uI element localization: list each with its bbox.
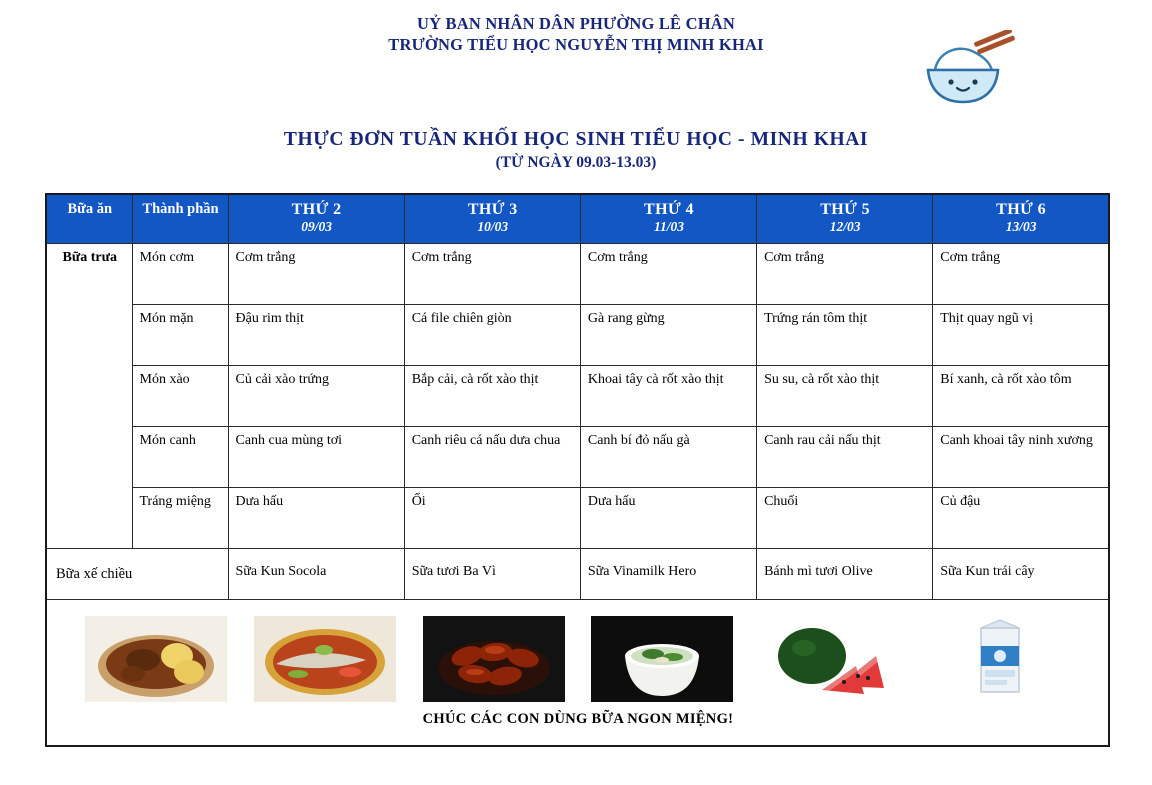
- braised-tofu-meat-photo: [85, 616, 227, 702]
- page-title: [0, 128, 1152, 173]
- header-day-2-date: 10/03: [477, 219, 509, 234]
- header-day-3-date: 11/03: [653, 219, 684, 234]
- fish-sour-soup-photo: [254, 616, 396, 702]
- header-day-1: [228, 194, 404, 244]
- cell-rice-wed: Cơm trắng: [580, 244, 756, 305]
- component-stirfry: Món xào: [132, 366, 228, 427]
- roast-pork-ribs-image: [423, 616, 565, 702]
- title-date-range: (TỪ NGÀY 09.03-13.03): [495, 154, 657, 171]
- cell-stirfry-fri: Bí xanh, cà rốt xào tôm: [933, 366, 1109, 427]
- cell-soup-thu: Canh rau cải nấu thịt: [757, 427, 933, 488]
- table-row: [46, 244, 1109, 305]
- cell-stirfry-tue: Bắp cải, cà rốt xào thịt: [404, 366, 580, 427]
- cell-savory-mon: Đậu rim thịt: [228, 305, 404, 366]
- footer-wish-text: CHÚC CÁC CON DÙNG BỮA NGON MIỆNG!: [422, 711, 734, 727]
- cell-stirfry-wed: Khoai tây cà rốt xào thịt: [580, 366, 756, 427]
- cell-snack-fri: Sữa Kun trái cây: [933, 549, 1109, 600]
- cell-snack-wed: Sữa Vinamilk Hero: [580, 549, 756, 600]
- cell-soup-mon: Canh cua mùng tơi: [228, 427, 404, 488]
- weekly-menu-table: [45, 193, 1110, 747]
- table-row: [46, 488, 1109, 549]
- header-day-4-dow: THỨ 5: [820, 201, 871, 218]
- fish-sour-soup-image: [254, 616, 396, 702]
- component-soup: Món canh: [132, 427, 228, 488]
- cell-snack-tue: Sữa tươi Ba Vì: [404, 549, 580, 600]
- header-day-2-dow: THỨ 3: [467, 201, 518, 218]
- rice-bowl-icon: [902, 30, 1030, 108]
- photo-strip-row: [46, 600, 1109, 747]
- table-row: [46, 305, 1109, 366]
- table-body: [46, 244, 1109, 747]
- snack-meal-label: Bữa xế chiều: [46, 549, 228, 600]
- vegetable-soup-bowl-photo: [591, 616, 733, 702]
- header-meal: Bữa ăn: [46, 194, 132, 244]
- header-day-1-date: 09/03: [301, 219, 332, 234]
- photo-strip-cell: [46, 600, 1109, 747]
- header-day-2: [404, 194, 580, 244]
- rice-bowl-logo: [902, 30, 1030, 108]
- header-day-3-dow: THỨ 4: [644, 201, 694, 218]
- header-component: Thành phần: [132, 194, 228, 244]
- table-row: [46, 427, 1109, 488]
- cell-savory-wed: Gà rang gừng: [580, 305, 756, 366]
- cell-stirfry-mon: Củ cải xào trứng: [228, 366, 404, 427]
- cell-savory-fri: Thịt quay ngũ vị: [933, 305, 1109, 366]
- org-authority-line: UỶ BAN NHÂN DÂN PHƯỜNG LÊ CHÂN: [417, 14, 735, 33]
- header-day-5-date: 13/03: [1005, 219, 1037, 234]
- header-day-3: [580, 194, 756, 244]
- cell-snack-mon: Sữa Kun Socola: [228, 549, 404, 600]
- food-photo-strip: [54, 605, 1102, 706]
- title-main-text: THỰC ĐƠN TUẦN KHỐI HỌC SINH TIỂU HỌC - MINH KHAI: [283, 129, 869, 150]
- cell-savory-thu: Trứng rán tôm thịt: [757, 305, 933, 366]
- header-day-4-date: 12/03: [829, 219, 861, 234]
- org-school-line: TRƯỜNG TIỂU HỌC NGUYỄN THỊ MINH KHAI: [388, 35, 764, 54]
- header-row: [46, 194, 1109, 244]
- cell-rice-thu: Cơm trắng: [757, 244, 933, 305]
- component-dessert: Tráng miệng: [132, 488, 228, 549]
- cell-savory-tue: Cá file chiên giòn: [404, 305, 580, 366]
- cell-rice-tue: Cơm trắng: [404, 244, 580, 305]
- cell-dessert-thu: Chuối: [757, 488, 933, 549]
- table-row: [46, 366, 1109, 427]
- cell-dessert-fri: Củ đậu: [933, 488, 1109, 549]
- watermelon-photo: [760, 616, 902, 702]
- cell-dessert-wed: Dưa hấu: [580, 488, 756, 549]
- milk-carton-photo: [929, 616, 1071, 702]
- cell-soup-tue: Canh riêu cá nấu dưa chua: [404, 427, 580, 488]
- roast-pork-ribs-photo: [423, 616, 565, 702]
- cell-snack-thu: Bánh mì tươi Olive: [757, 549, 933, 600]
- cell-rice-fri: Cơm trắng: [933, 244, 1109, 305]
- table-head: [46, 194, 1109, 244]
- header-day-5-dow: THỨ 6: [996, 201, 1047, 218]
- watermelon-image: [760, 616, 902, 702]
- header-day-1-dow: THỨ 2: [291, 201, 342, 218]
- menu-table-wrapper: [45, 193, 1108, 747]
- cell-soup-wed: Canh bí đỏ nấu gà: [580, 427, 756, 488]
- cell-rice-mon: Cơm trắng: [228, 244, 404, 305]
- vegetable-soup-bowl-image: [591, 616, 733, 702]
- component-savory: Món mặn: [132, 305, 228, 366]
- cell-dessert-mon: Dưa hấu: [228, 488, 404, 549]
- cell-soup-fri: Canh khoai tây ninh xương: [933, 427, 1109, 488]
- milk-carton-image: [929, 616, 1071, 702]
- cell-stirfry-thu: Su su, cà rốt xào thịt: [757, 366, 933, 427]
- cell-dessert-tue: Ổi: [404, 488, 580, 549]
- lunch-meal-label: Bữa trưa: [46, 244, 132, 549]
- braised-tofu-meat-image: [85, 616, 227, 702]
- header-day-4: [757, 194, 933, 244]
- component-rice: Món cơm: [132, 244, 228, 305]
- document-header: [0, 14, 1152, 110]
- table-row: [46, 549, 1109, 600]
- header-day-5: [933, 194, 1109, 244]
